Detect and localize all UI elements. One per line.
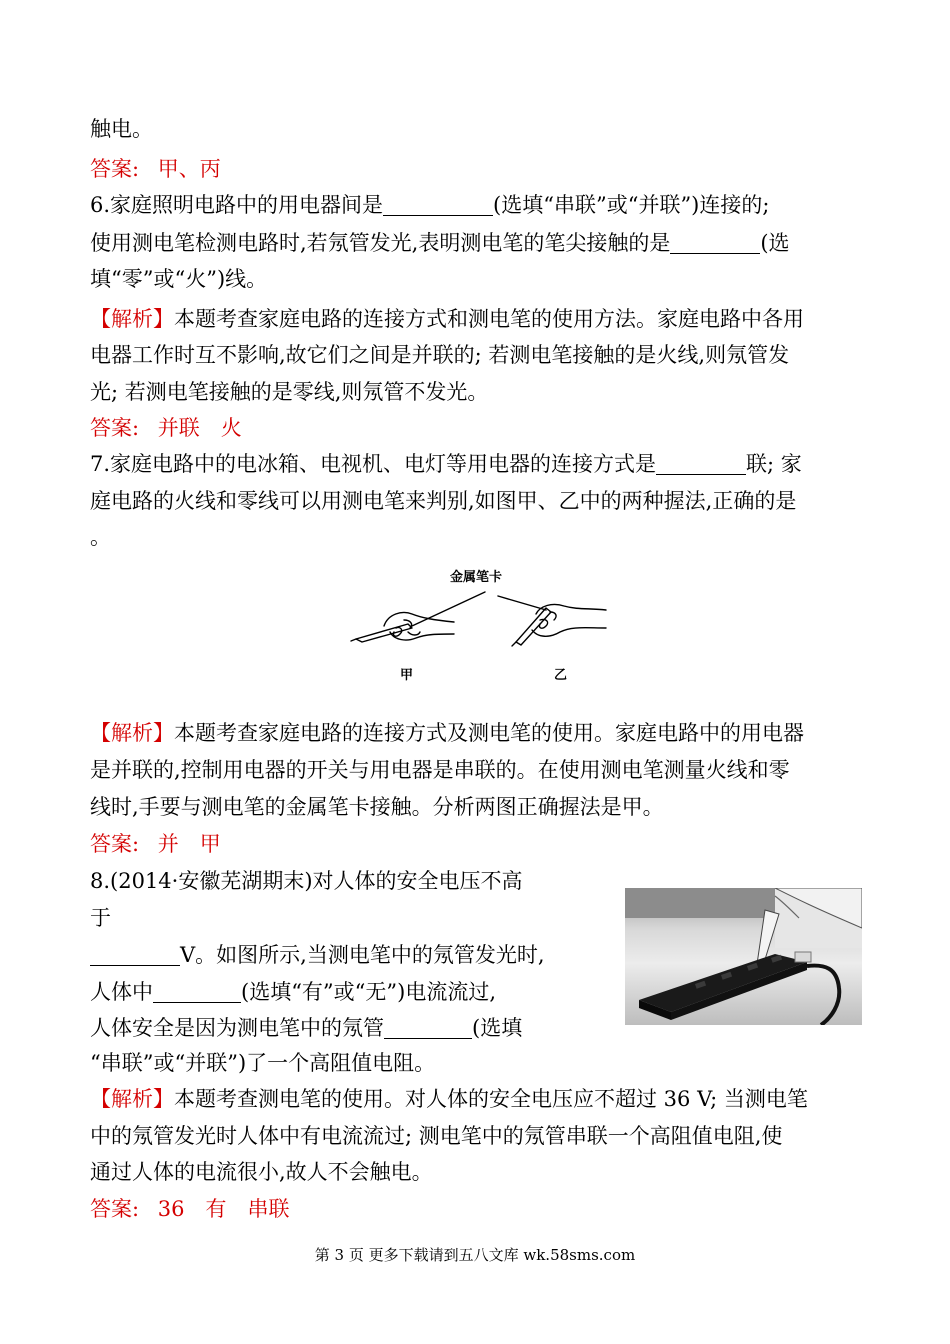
figure-label-right: 乙 bbox=[554, 668, 568, 683]
figure-title: 金属笔卡 bbox=[450, 570, 503, 585]
q8-line6: “串联”或“并联”)了一个高阻值电阻。 bbox=[90, 1051, 436, 1075]
q5-answer bbox=[90, 154, 221, 184]
analysis-tag: 【解析】 bbox=[90, 307, 174, 331]
answer-value: 36 有 串联 bbox=[157, 1197, 290, 1221]
page-footer: 第 3 页 更多下载请到五八文库 wk.58sms.com bbox=[314, 1246, 636, 1264]
fill-blank[interactable] bbox=[153, 980, 241, 1003]
q8-answer bbox=[90, 1194, 290, 1224]
q8-line2: 于 bbox=[90, 906, 111, 930]
q7-analysis-1: 【解析】本题考查家庭电路的连接方式及测电笔的使用。家庭电路中的用电器 bbox=[90, 721, 804, 745]
q6-analysis-1: 【解析】本题考查家庭电路的连接方式和测电笔的使用方法。家庭电路中各用 bbox=[90, 307, 804, 331]
test-pen-grip-figure bbox=[350, 562, 610, 690]
analysis-tag: 【解析】 bbox=[90, 721, 174, 745]
q8-analysis-1: 【解析】本题考查测电笔的使用。对人体的安全电压应不超过 36 V; 当测电笔 bbox=[90, 1087, 808, 1111]
q7-line3: 。 bbox=[90, 525, 111, 549]
test-pen-power-strip-photo bbox=[625, 888, 862, 1025]
q8-analysis-3: 通过人体的电流很小,故人不会触电。 bbox=[90, 1160, 433, 1184]
q6-line3: 填“零”或“火”)线。 bbox=[90, 267, 268, 291]
q7-answer bbox=[90, 829, 221, 859]
photo-drawing bbox=[625, 888, 862, 1025]
q6-analysis-3: 光; 若测电笔接触的是零线,则氖管不发光。 bbox=[90, 380, 489, 404]
q7-line1: 7.家庭电路中的电冰箱、电视机、电灯等用电器的连接方式是 联; 家 bbox=[90, 452, 802, 476]
q6-answer bbox=[90, 413, 242, 443]
q6-line1: 6.家庭照明电路中的用电器间是 (选填“串联”或“并联”)连接的; bbox=[90, 193, 770, 217]
figure-label-left: 甲 bbox=[400, 668, 414, 683]
q8-line3: V。如图所示,当测电笔中的氖管发光时, bbox=[90, 940, 545, 970]
fill-blank[interactable] bbox=[670, 231, 760, 254]
q5-tail: 触电。 bbox=[90, 117, 153, 141]
q8-line4: 人体中 (选填“有”或“无”)电流流过, bbox=[90, 980, 497, 1004]
q8-line5: 人体安全是因为测电笔中的氖管 (选填 bbox=[90, 1016, 523, 1040]
analysis-tag: 【解析】 bbox=[90, 1087, 174, 1111]
answer-label: 答案: bbox=[90, 416, 140, 440]
fill-blank[interactable] bbox=[384, 1016, 472, 1039]
answer-value: 甲、丙 bbox=[157, 157, 221, 181]
q6-analysis-2: 电器工作时互不影响,故它们之间是并联的; 若测电笔接触的是火线,则氖管发 bbox=[90, 343, 790, 367]
q6-line2: 使用测电笔检测电路时,若氖管发光,表明测电笔的笔尖接触的是 (选 bbox=[90, 231, 790, 255]
answer-value: 并 甲 bbox=[157, 832, 221, 856]
q8-analysis-2: 中的氖管发光时人体中有电流流过; 测电笔中的氖管串联一个高阻值电阻,使 bbox=[90, 1124, 783, 1148]
q7-analysis-2: 是并联的,控制用电器的开关与用电器是串联的。在使用测电笔测量火线和零 bbox=[90, 758, 790, 782]
fill-blank[interactable] bbox=[90, 943, 180, 966]
q8-line1: 8.(2014·安徽芜湖期末)对人体的安全电压不高 bbox=[90, 869, 523, 893]
fill-blank[interactable] bbox=[656, 452, 746, 475]
grip-drawing bbox=[350, 584, 610, 684]
answer-label: 答案: bbox=[90, 157, 140, 181]
answer-label: 答案: bbox=[90, 1197, 140, 1221]
answer-label: 答案: bbox=[90, 832, 140, 856]
fill-blank[interactable] bbox=[383, 193, 493, 216]
q7-line2: 庭电路的火线和零线可以用测电笔来判别,如图甲、乙中的两种握法,正确的是 bbox=[90, 489, 797, 513]
q7-analysis-3: 线时,手要与测电笔的金属笔卡接触。分析两图正确握法是甲。 bbox=[90, 795, 664, 819]
answer-value: 并联 火 bbox=[157, 416, 242, 440]
